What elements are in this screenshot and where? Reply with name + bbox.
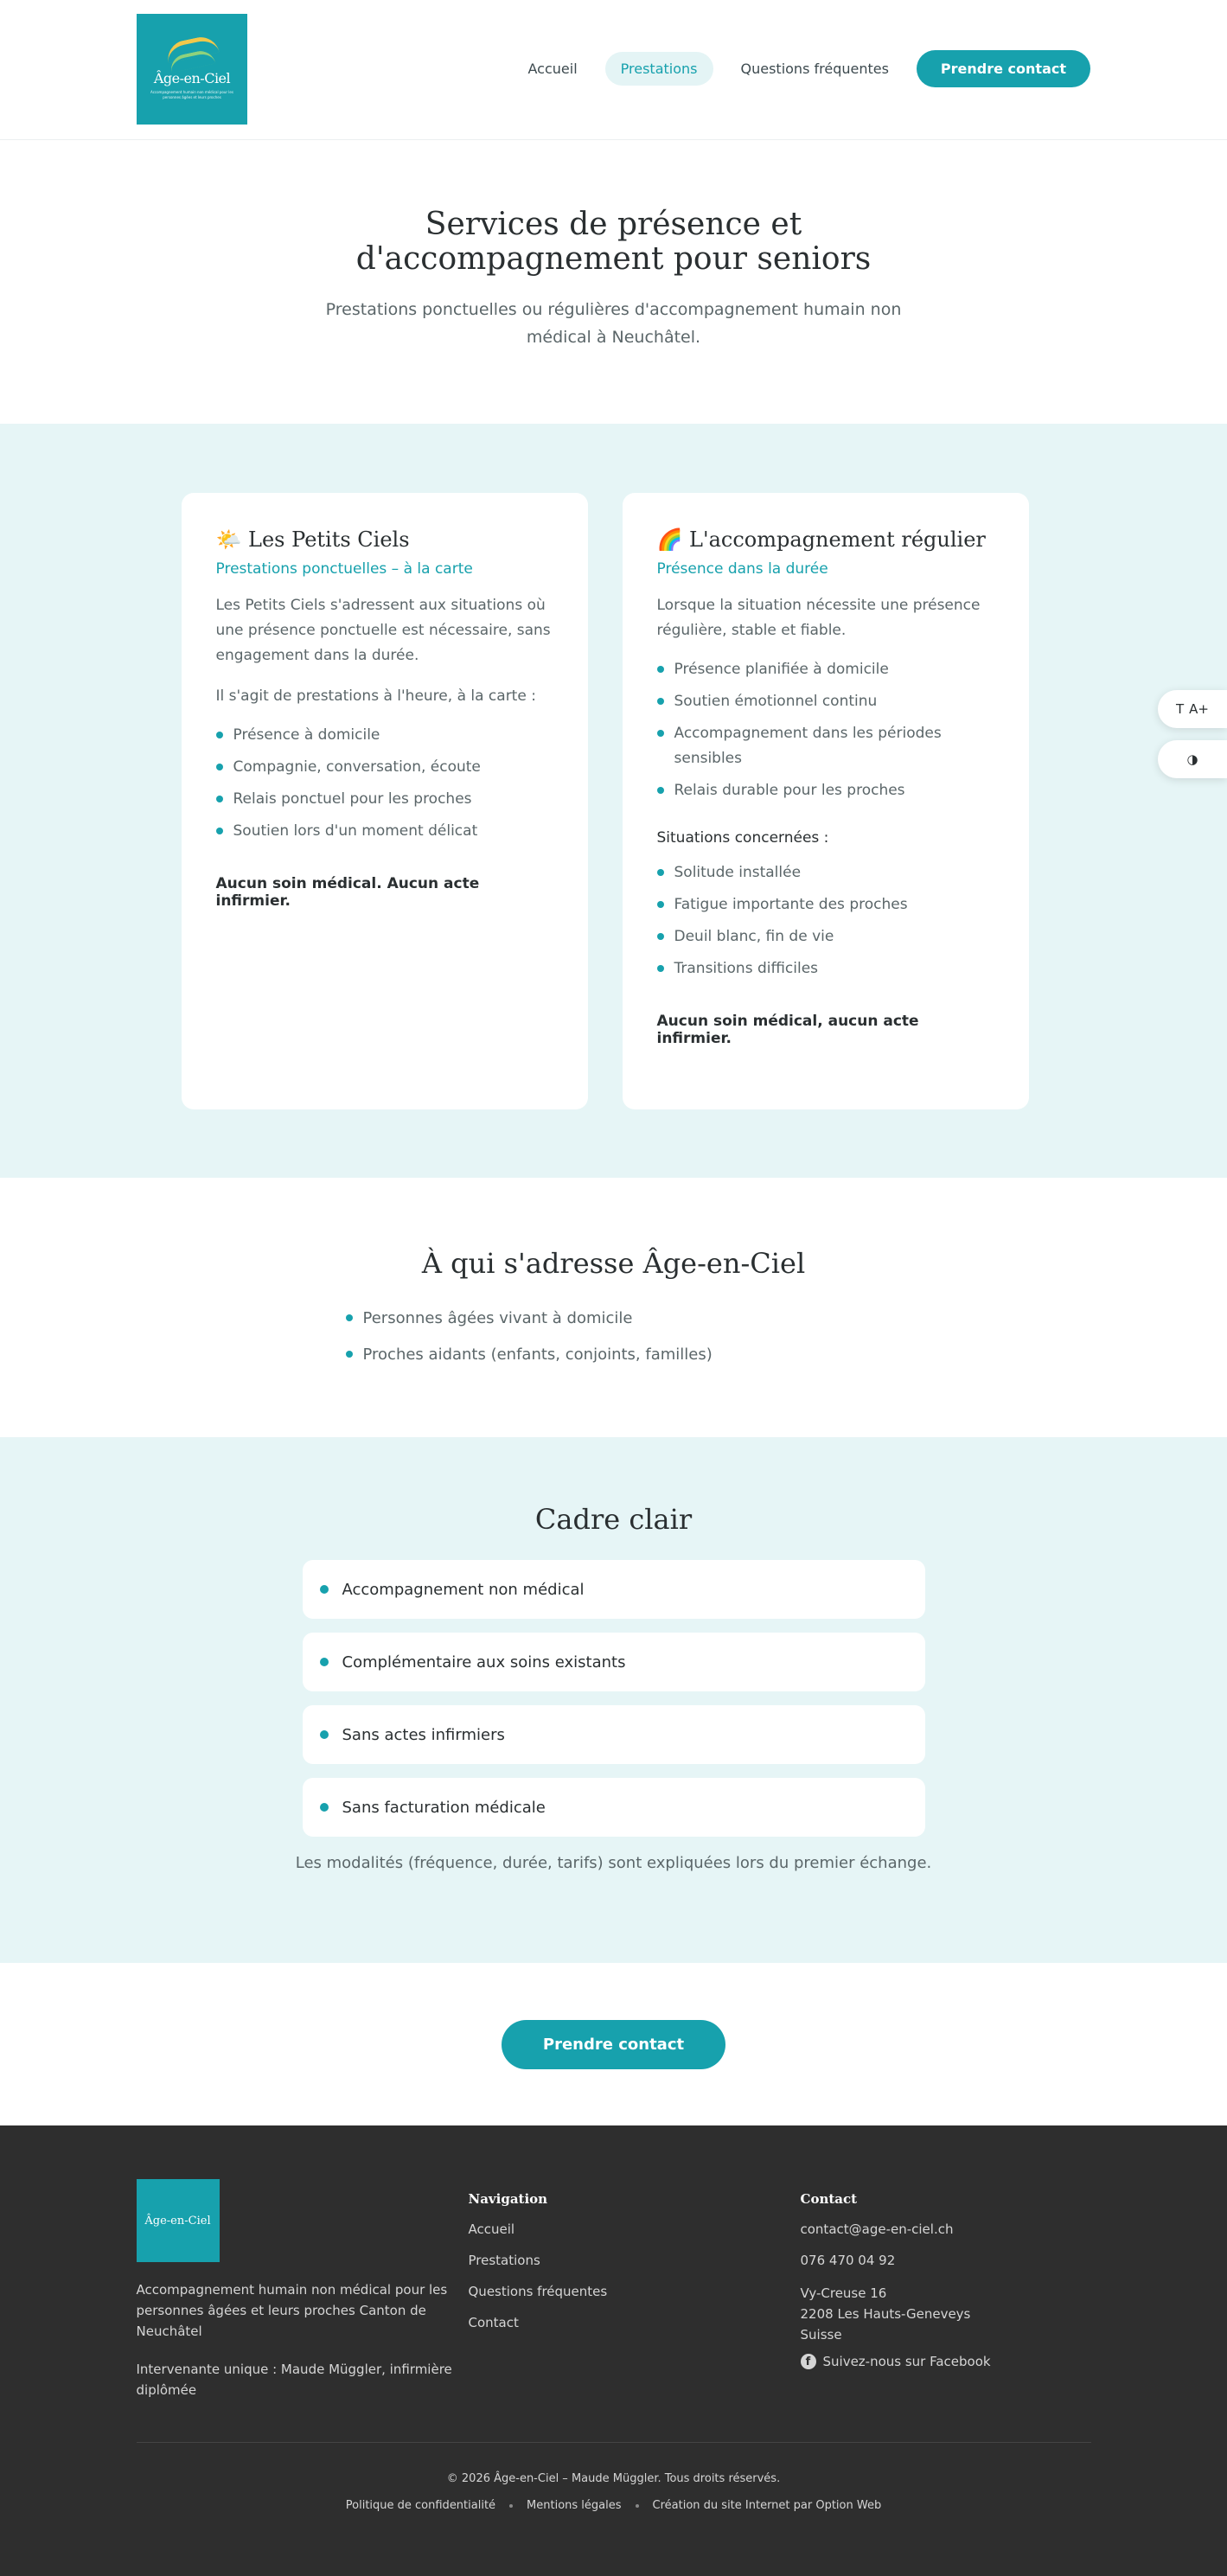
page-subtitle: Prestations ponctuelles ou régulières d'accompagnement humain non médical à Neuchâtel. <box>325 300 902 347</box>
sun-cloud-icon: 🌤️ <box>215 527 242 552</box>
card-subtitle: Présence dans la durée <box>656 560 828 578</box>
privacy-link[interactable]: Politique de confidentialité <box>345 2499 496 2512</box>
service-card-regulier <box>623 493 1029 1109</box>
list-item: Fatigue importante des proches <box>657 892 994 917</box>
services-section <box>0 424 1227 1178</box>
hero <box>0 140 1227 424</box>
footer-logo[interactable]: Âge-en-Ciel <box>137 2179 220 2262</box>
list-item: Présence planifiée à domicile <box>657 657 994 682</box>
footer-intervenant: Intervenante unique : Maude Müggler, infirmière diplômée <box>136 2362 452 2398</box>
footer-contact-title: Contact <box>800 2191 858 2207</box>
card-title: 🌤️ Les Petits Ciels <box>215 527 410 552</box>
list-item: Présence à domicile <box>216 723 553 748</box>
cadre-note: Les modalités (fréquence, durée, tarifs) sont expliquées lors du premier échange. <box>295 1854 932 1872</box>
list-item: Accompagnement dans les périodes sensibles <box>657 721 994 771</box>
rainbow-icon: 🌈 <box>656 527 683 552</box>
text-size-button[interactable]: T A+ <box>1158 690 1227 728</box>
nav-accueil[interactable]: Accueil <box>527 61 578 77</box>
cta-section <box>0 1963 1227 2125</box>
bullet-icon <box>320 1730 329 1739</box>
section-title: Cadre clair <box>534 1503 693 1536</box>
footer-about <box>137 2179 469 2400</box>
logo-tagline: Accompagnement humain non médical pour les personnes âgées et leurs proches <box>150 89 233 99</box>
footer-nav <box>469 2179 801 2400</box>
site-header <box>0 0 1227 140</box>
contact-button[interactable]: Prendre contact <box>502 2020 725 2069</box>
situations-label: Situations concernées : <box>656 829 829 847</box>
cadre-item: Sans actes infirmiers <box>303 1705 925 1764</box>
card-intro: Les Petits Ciels s'adressent aux situations où une présence ponctuelle est nécessaire, sans engagement dans la durée. <box>215 597 551 664</box>
logo-name: Âge-en-Ciel <box>153 69 231 86</box>
list-item: Transitions difficiles <box>657 956 994 981</box>
list-item: Solitude installée <box>657 860 994 885</box>
footer-about-text: Accompagnement humain non médical pour les personnes âgées et leurs proches Canton de Neuchâtel <box>136 2282 448 2339</box>
list-item: Personnes âgées vivant à domicile <box>346 1306 1046 1332</box>
facebook-icon: f <box>801 2354 816 2369</box>
text-size-icon: T <box>1175 701 1185 717</box>
card-subtitle: Prestations ponctuelles – à la carte <box>215 560 473 578</box>
contrast-icon: ◑ <box>1186 751 1198 767</box>
list-item: Soutien émotionnel continu <box>657 689 994 714</box>
list-item: Proches aidants (enfants, conjoints, familles) <box>346 1342 1046 1368</box>
card-intro: Lorsque la situation nécessite une présence régulière, stable et fiable. <box>656 597 981 639</box>
footer-email[interactable]: contact@age-en-ciel.ch <box>800 2221 954 2237</box>
cadre-item: Accompagnement non médical <box>303 1560 925 1619</box>
legal-notice-link[interactable]: Mentions légales <box>527 2499 622 2512</box>
card-title: 🌈 L'accompagnement régulier <box>656 527 986 552</box>
nav-prestations[interactable]: Prestations <box>605 52 713 86</box>
section-title: À qui s'adresse Âge-en-Ciel <box>421 1247 806 1280</box>
separator-dot <box>636 2504 639 2508</box>
contrast-button[interactable] <box>1158 740 1227 778</box>
list-item: Relais ponctuel pour les proches <box>216 787 553 812</box>
cadre-item: Sans facturation médicale <box>303 1778 925 1837</box>
bullet-icon <box>320 1803 329 1812</box>
service-card-petits-ciels <box>182 493 588 1109</box>
footer-link-prestations[interactable]: Prestations <box>468 2253 540 2268</box>
site-logo[interactable] <box>137 14 247 125</box>
separator-dot <box>509 2504 513 2508</box>
bullet-icon <box>320 1658 329 1666</box>
list-item: Relais durable pour les proches <box>657 778 994 803</box>
footer-link-faq[interactable]: Questions fréquentes <box>468 2284 608 2299</box>
facebook-link[interactable]: f Suivez-nous sur Facebook <box>801 2354 1091 2369</box>
copyright: © 2026 Âge-en-Ciel – Maude Müggler. Tous droits réservés. <box>446 2472 781 2485</box>
footer-address: Vy-Creuse 16 2208 Les Hauts-Geneveys Suisse <box>800 2285 971 2343</box>
footer-link-accueil[interactable]: Accueil <box>468 2221 515 2237</box>
cadre-item: Complémentaire aux soins existants <box>303 1633 925 1691</box>
list-item: Deuil blanc, fin de vie <box>657 924 994 949</box>
nav-faq[interactable]: Questions fréquentes <box>740 61 889 77</box>
main-nav <box>513 50 1090 87</box>
accessibility-tools <box>1158 690 1227 778</box>
list-item: Soutien lors d'un moment délicat <box>216 819 553 844</box>
list-item: Compagnie, conversation, écoute <box>216 755 553 780</box>
audience-section <box>0 1178 1227 1437</box>
footer-link-contact[interactable]: Contact <box>468 2315 519 2330</box>
page-title: Services de présence et d'accompagnement pour seniors <box>355 207 872 277</box>
card-note: Aucun soin médical. Aucun acte infirmier. <box>215 875 480 910</box>
legal-links <box>0 2499 1227 2512</box>
site-footer <box>0 2125 1227 2576</box>
contact-button[interactable]: Prendre contact <box>917 50 1090 87</box>
footer-nav-title: Navigation <box>468 2191 548 2207</box>
cadre-section <box>0 1437 1227 1963</box>
footer-phone[interactable]: 076 470 04 92 <box>800 2253 896 2268</box>
card-intro-2: Il s'agit de prestations à l'heure, à la carte : <box>215 687 536 705</box>
bullet-icon <box>320 1585 329 1594</box>
credits-link[interactable]: Création du site Internet par Option Web <box>652 2499 882 2512</box>
card-note: Aucun soin médical, aucun acte infirmier. <box>656 1013 919 1047</box>
footer-contact <box>801 2179 1091 2400</box>
footer-divider <box>137 2442 1091 2443</box>
